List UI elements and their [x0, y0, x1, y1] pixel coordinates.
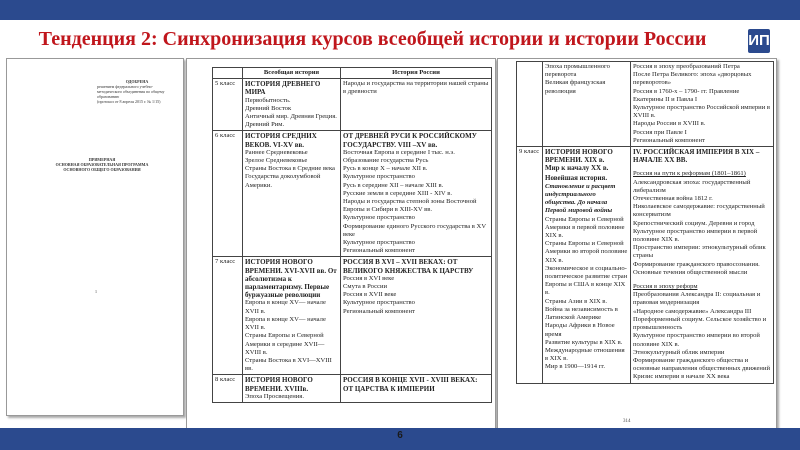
topic-item: Россия в XVII веке — [343, 291, 397, 299]
topic-item: После Петра Великого: эпоха «дворцовых переворотов» — [633, 71, 752, 87]
topic-item: Древний Восток — [245, 104, 292, 112]
topic-item: Культурное пространство Российской империи в XVIII в. — [633, 104, 770, 120]
slide-number: 6 — [397, 430, 403, 441]
topic-item: Смута в России — [343, 283, 388, 291]
top-bar — [0, 0, 800, 20]
topic-item: Региональный компонент — [343, 247, 415, 255]
topic-item: Культурное пространство — [343, 173, 415, 181]
subsection-link: Россия на пути к реформам (1801–1861) — [633, 170, 746, 178]
general-history-cell — [543, 62, 631, 147]
general-history-cell — [243, 375, 341, 403]
topic-item: Николаевское самодержавие: государственный консерватизм — [633, 203, 765, 219]
general-history-cell — [243, 131, 341, 257]
approved-label: ОДОБРЕНА — [125, 79, 149, 84]
topic-item: Культурное пространство — [343, 299, 415, 307]
document-table-page-2 — [497, 58, 777, 430]
approval-line: решением федерального учебно- — [97, 84, 153, 89]
topic-item: Александровская эпоха: государственный либерализм — [633, 178, 751, 194]
approval-block — [97, 79, 177, 104]
russian-history-cell — [341, 375, 492, 403]
topic-item: Страны Европы и Северной Америки во второй половине XIX в. — [545, 240, 628, 264]
slide-title: Тенденция 2: Синхронизация курсов всеобщей истории и истории России — [38, 28, 707, 50]
general-history-cell — [243, 79, 341, 131]
topic-item: Культурное пространство империи в первой половине XIX в. — [633, 227, 758, 244]
topic-item: Международные отношения в XIX в. — [545, 346, 625, 363]
topic-item: Раннее Средневековье — [245, 148, 308, 156]
topic-item: Образование государства Русь — [343, 157, 429, 165]
document-cover — [6, 58, 184, 416]
curriculum-table-continued — [516, 61, 774, 384]
grade-cell — [517, 62, 543, 147]
topic-item: Формирование гражданского общества и основные направления общественных движений — [633, 356, 771, 373]
topic-item: Народы и государства степной зоны Восточной Европы и Сибири в XIII-XV вв. — [343, 198, 477, 214]
table-row — [213, 79, 492, 131]
approval-line: (протокол от 8 апреля 2015 г. № 1/15) — [97, 99, 161, 104]
approval-line: методического объединения по общему — [97, 89, 165, 94]
topic-item: Великая французская революция — [545, 79, 606, 95]
topic-item: Зрелое Средневековье — [245, 157, 308, 165]
topic-item: Страны Европы и Северной Америки в первой половине XIX в. — [545, 215, 625, 240]
general-history-cell — [243, 257, 341, 375]
topic-item: Региональный компонент — [633, 136, 705, 144]
grade-cell: 9 класс — [517, 147, 543, 383]
topic-item: Преобразования Александра II: социальная и правовая модернизация — [633, 291, 761, 307]
topic-item: Древний Рим. — [245, 121, 285, 129]
table-row — [517, 62, 774, 147]
topic-item: Русь в середине XII – начале XIII в. — [343, 181, 444, 189]
section-title: РОССИЯ В КОНЦЕ XVII - XVIII ВЕКАХ: ОТ ЦАРСТВА К ИМПЕРИИ — [343, 376, 478, 393]
section-title: ИСТОРИЯ НОВОГО ВРЕМЕНИ. XVIIIв. — [245, 376, 313, 393]
russian-history-cell — [631, 62, 774, 147]
topic-item: Война за независимость в Латинской Америке — [545, 305, 618, 322]
topic-item: Европа в конце XV— начале XVII в. — [245, 299, 326, 315]
russian-history-cell — [341, 131, 492, 257]
topic-item: Культурное пространство — [343, 239, 415, 247]
topic-item: «Народное самодержавие» Александра III — [633, 307, 752, 315]
topic-item: Кризис империи в начале XX века — [633, 373, 730, 381]
topic-item: Этнокультурный облик империи — [633, 348, 725, 356]
section-title: IV. РОССИЙСКАЯ ИМПЕРИЯ В XIX – НАЧАЛЕ XX ВВ. — [633, 148, 760, 165]
grade-cell: 7 класс — [213, 257, 243, 375]
topic-item: Русские земли в середине XIII - XIV в. — [343, 189, 452, 197]
topic-item: Восточная Европа в середине I тыс. н.э. — [343, 148, 455, 156]
table-header-row — [213, 68, 492, 79]
russian-history-cell — [631, 147, 774, 383]
topic-item: Региональный компонент — [343, 307, 415, 315]
topic-item: Россия в XVI веке — [343, 274, 395, 282]
program-line: ПРИМЕРНАЯ — [88, 157, 116, 162]
curriculum-table — [212, 67, 492, 403]
table-row — [213, 375, 492, 403]
topic-item: Античный мир. Древняя Греция. — [245, 113, 337, 121]
topic-item: Народы и государства на территории нашей страны в древности — [343, 80, 489, 96]
subtitle-bold: Мир к началу XX в. Новейшая история. — [545, 164, 609, 182]
program-title — [27, 157, 177, 172]
russian-history-cell — [341, 257, 492, 375]
topic-item: Экономическое и социально-политическое развитие стран Европы и США в конце XIX в. — [545, 264, 628, 297]
table-row — [517, 147, 774, 383]
section-subtitle — [545, 164, 628, 215]
section-title: ОТ ДРЕВНЕЙ РУСИ К РОССИЙСКОМУ ГОСУДАРСТВУ. VIII –XV вв. — [343, 132, 477, 149]
program-line: ОСНОВНОГО ОБЩЕГО ОБРАЗОВАНИЯ — [63, 167, 141, 172]
table-row — [213, 257, 492, 375]
program-line: ОСНОВНАЯ ОБРАЗОВАТЕЛЬНАЯ ПРОГРАММА — [55, 162, 149, 167]
topic-item: Эпоха Просвещения. — [245, 392, 304, 400]
topic-item: Формирование единого Русского государства в XV веке — [343, 222, 486, 238]
topic-item: Культурное пространство империи во второй половине XIX в. — [633, 332, 760, 348]
grade-cell: 8 класс — [213, 375, 243, 403]
topic-item: Культурное пространство — [343, 214, 415, 222]
grade-header — [213, 68, 243, 79]
document-table-page-1 — [186, 58, 496, 430]
general-history-header: Всеобщая история — [243, 68, 341, 79]
table-row — [213, 131, 492, 257]
russian-history-header: История России — [341, 68, 492, 79]
document-page-number: 314 — [623, 419, 631, 424]
topic-item: Страны Европы и Северной Америки в середине XVII—XVIII в. — [245, 332, 325, 356]
topic-item: Первобытность. — [245, 96, 291, 104]
topic-item: Русь в конце X – начале XII в. — [343, 165, 428, 173]
topic-item: Страны Востока в Средние века — [245, 165, 335, 173]
section-title: РОССИЯ В XVI – XVII ВЕКАХ: ОТ ВЕЛИКОГО КНЯЖЕСТВА К ЦАРСТВУ — [343, 258, 474, 275]
topic-item: Мир в 1900—1914 гг. — [545, 363, 606, 371]
topic-item: Пореформенный социум. Сельское хозяйство и промышленность — [633, 315, 767, 332]
grade-cell: 5 класс — [213, 79, 243, 131]
section-title: ИСТОРИЯ СРЕДНИХ ВЕКОВ. VI-XV вв. — [245, 132, 317, 149]
topic-item: Страны Азии в XIX в. — [545, 297, 608, 305]
subtitle-italic: Становление и расцвет индустриального общества. До начала Первой мировой войны — [545, 182, 616, 215]
subsection-link: Россия в эпоху реформ — [633, 283, 698, 291]
publisher-logo: ИП — [748, 29, 770, 53]
topic-item: Пространство империи: этнокультурный облик страны — [633, 244, 766, 260]
topic-item: Европа в конце XV— начале XVII в. — [245, 315, 326, 332]
topic-item: Крепостнический социум. Деревня и город — [633, 219, 755, 227]
grade-cell: 6 класс — [213, 131, 243, 257]
cover-page-number: 1 — [95, 289, 97, 294]
topic-item: Страны Востока в XVI—XVIII вв. — [245, 356, 332, 373]
russian-history-cell — [341, 79, 492, 131]
section-title: ИСТОРИЯ ДРЕВНЕГО МИРА — [245, 80, 321, 97]
topic-item: Развитие культуры в XIX в. — [545, 338, 623, 346]
topic-item: Россия в эпоху преобразований Петра — [633, 63, 740, 70]
approval-line: образованию — [97, 94, 120, 99]
topic-item: Отечественная война 1812 г. — [633, 195, 713, 203]
general-history-cell — [543, 147, 631, 383]
topic-item: Народы России в XVIII в. — [633, 120, 706, 128]
topic-item: Народы Африки в Новое время — [545, 322, 615, 338]
topic-item: Россия при Павле I — [633, 128, 687, 136]
topic-item: Формирование гражданского правосознания. Основные течения общественной мысли — [633, 260, 760, 276]
section-title: ИСТОРИЯ НОВОГО ВРЕМЕНИ. XVI-XVII вв. От абсолютизма к парламентаризму. Первые буржуазные революции — [245, 258, 337, 300]
section-title: ИСТОРИЯ НОВОГО ВРЕМЕНИ. XIX в. — [545, 148, 613, 165]
topic-item: Эпоха промышленного переворота — [545, 63, 610, 79]
topic-item: Государства доколумбовой Америки. — [245, 173, 321, 189]
topic-item: Россия в 1760-х – 1790- гг. Правление Екатерины II и Павла I — [633, 87, 740, 103]
